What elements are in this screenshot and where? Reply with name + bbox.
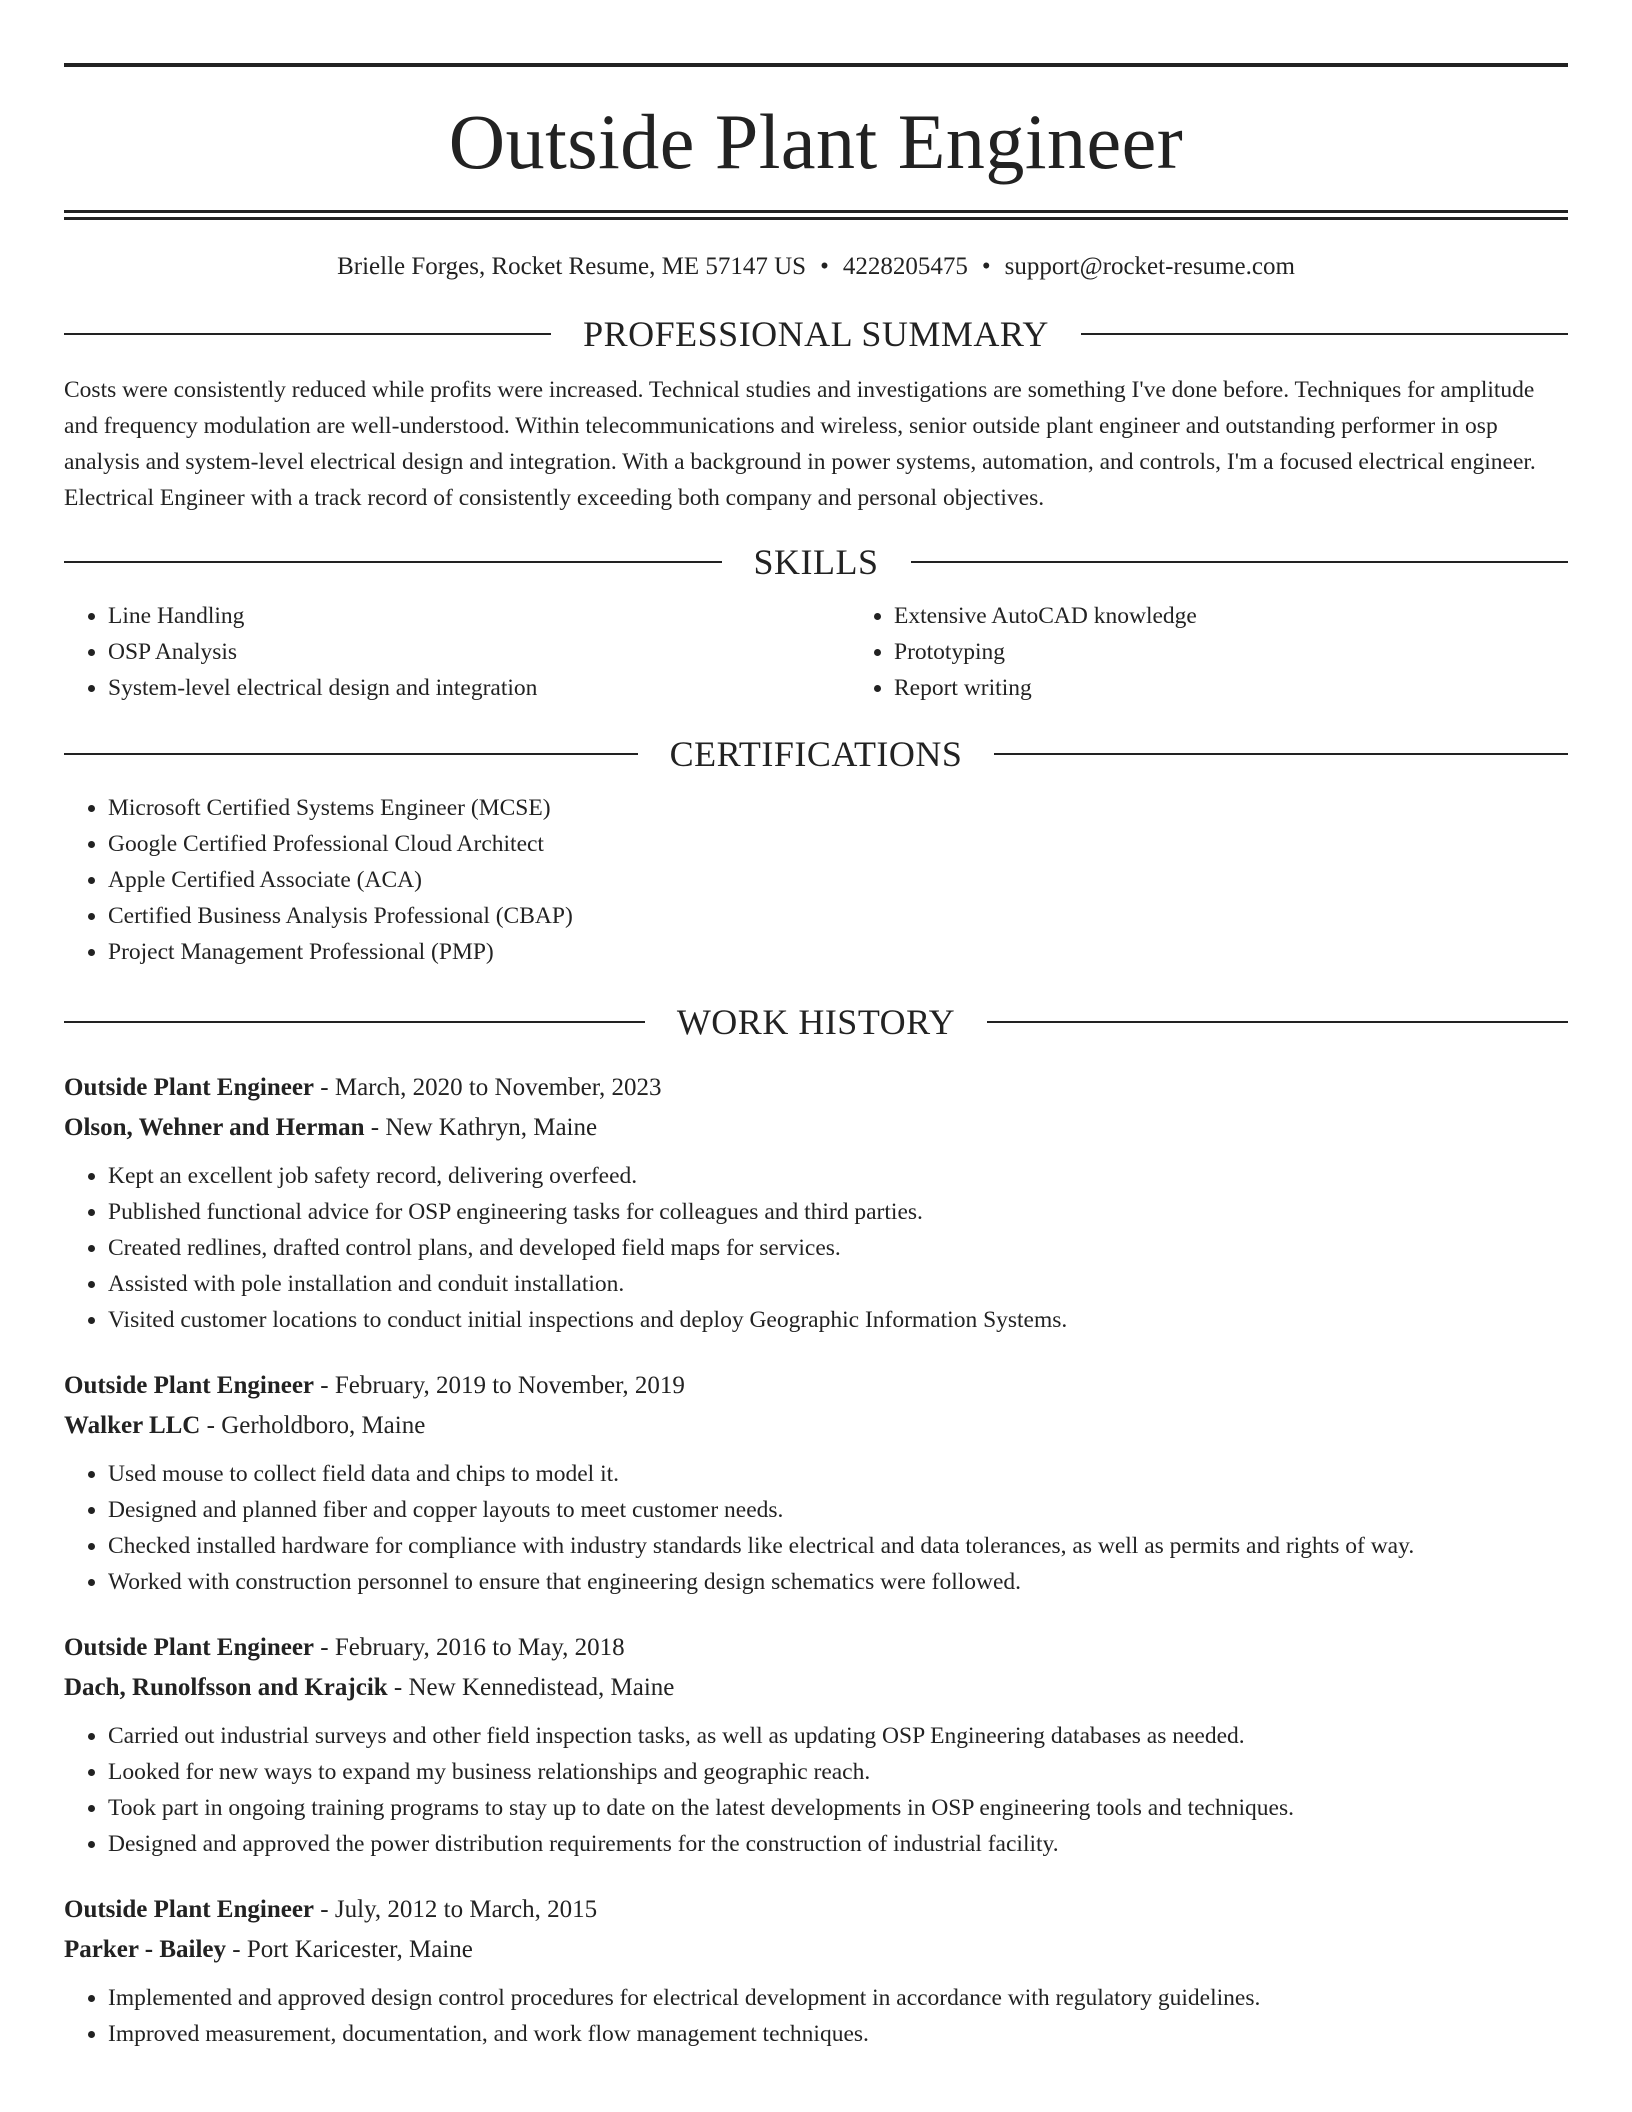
heading-rule-right [911, 561, 1569, 563]
certification-item: • Project Management Professional (PMP) [108, 934, 1568, 970]
job-location: - Port Karicester, Maine [226, 1936, 473, 1963]
skill-item: • Extensive AutoCAD knowledge [894, 598, 1568, 634]
job-bullet: • Kept an excellent job safety record, delivering overfeed. [108, 1158, 1568, 1194]
certifications-heading [64, 732, 1568, 776]
job-title-line [64, 1068, 1568, 1108]
skill-item: • Report writing [894, 670, 1568, 706]
job-bullet: • Implemented and approved design control procedures for electrical development in accordance with regulatory guidelines. [108, 1980, 1568, 2016]
job-entry [64, 1068, 1568, 1338]
contact-separator: • [820, 253, 829, 280]
summary-text: Costs were consistently reduced while profits were increased. Technical studies and investigations are something I've done before. Techniques for amplitude and frequency modulation are well-understood. Within telecommunications and wireless, senior outside plant engineer and outstanding performer in osp analysis and system-level electrical design and integration. With a background in power systems, automation, and controls, I'm a focused electrical engineer. Electrical Engineer with a track record of consistently exceeding both company and personal objectives. [64, 377, 1536, 511]
certification-item: • Google Certified Professional Cloud Architect [108, 826, 1568, 862]
job-bullet: • Designed and planned fiber and copper layouts to meet customer needs. [108, 1492, 1568, 1528]
job-dates: - February, 2016 to May, 2018 [314, 1634, 625, 1661]
skill-item: • OSP Analysis [108, 634, 850, 670]
job-bullet: • Published functional advice for OSP engineering tasks for colleagues and third parties. [108, 1194, 1568, 1230]
job-title: Outside Plant Engineer [64, 1896, 315, 1923]
heading-rule-left [64, 1021, 645, 1023]
title-double-rule [64, 210, 1568, 220]
heading-rule-left [64, 753, 638, 755]
job-company-line [64, 1930, 1568, 1970]
contact-address: Brielle Forges, Rocket Resume, ME 57147 US [337, 253, 807, 280]
heading-rule-right [987, 1021, 1568, 1023]
job-bullet: • Looked for new ways to expand my business relationships and geographic reach. [108, 1754, 1568, 1790]
summary-heading [64, 312, 1568, 356]
skills-heading [64, 540, 1568, 584]
contact-line [64, 250, 1568, 284]
job-bullet: • Took part in ongoing training programs to stay up to date on the latest developments in OSP engineering tools and techniques. [108, 1790, 1568, 1826]
certification-item: • Certified Business Analysis Professional (CBAP) [108, 898, 1568, 934]
job-company-line [64, 1406, 1568, 1446]
heading-rule-right [994, 753, 1568, 755]
job-location: - Gerholdboro, Maine [200, 1412, 426, 1439]
job-title: Outside Plant Engineer [64, 1372, 315, 1399]
skill-item: • Prototyping [894, 634, 1568, 670]
job-company: Parker - Bailey [64, 1936, 226, 1963]
job-bullets [64, 1980, 1568, 2052]
skills-title: SKILLS [753, 542, 879, 582]
job-bullet: • Carried out industrial surveys and other field inspection tasks, as well as updating OSP Engineering databases as needed. [108, 1718, 1568, 1754]
contact-separator: • [981, 253, 991, 280]
skill-item: • System-level electrical design and integration [108, 670, 850, 706]
job-title-line [64, 1366, 1568, 1406]
job-company-line [64, 1108, 1568, 1148]
job-bullet: • Checked installed hardware for compliance with industry standards like electrical and data tolerances, as well as permits and rights of way. [108, 1528, 1568, 1564]
certifications-title: CERTIFICATIONS [669, 734, 963, 774]
job-entry [64, 1628, 1568, 1862]
job-title-line [64, 1628, 1568, 1668]
job-bullet: • Assisted with pole installation and conduit installation. [108, 1266, 1568, 1302]
job-entry [64, 1366, 1568, 1600]
job-location: - New Kathryn, Maine [364, 1114, 598, 1141]
resume-title: Outside Plant Engineer [448, 98, 1184, 185]
certifications-list [64, 790, 1568, 970]
heading-rule-left [64, 561, 722, 563]
summary-title: PROFESSIONAL SUMMARY [583, 314, 1049, 354]
skills-grid [64, 598, 1568, 706]
job-title: Outside Plant Engineer [64, 1634, 315, 1661]
job-dates: - July, 2012 to March, 2015 [314, 1896, 598, 1923]
heading-rule-right [1081, 333, 1568, 335]
job-company: Olson, Wehner and Herman [64, 1114, 365, 1141]
resume-page [64, 0, 1568, 2052]
top-rule [64, 63, 1568, 67]
job-bullet: • Created redlines, drafted control plans, and developed field maps for services. [108, 1230, 1568, 1266]
job-location: - New Kennedistead, Maine [387, 1674, 675, 1701]
job-bullet: • Designed and approved the power distribution requirements for the construction of industrial facility. [108, 1826, 1568, 1862]
job-bullets [64, 1718, 1568, 1862]
skills-list-left [64, 598, 850, 706]
skills-list-right [850, 598, 1568, 706]
work-history-heading [64, 1000, 1568, 1044]
contact-email: support@rocket-resume.com [1004, 253, 1295, 280]
job-entry [64, 1890, 1568, 2052]
job-bullets [64, 1456, 1568, 1600]
heading-rule-left [64, 333, 551, 335]
certification-item: • Apple Certified Associate (ACA) [108, 862, 1568, 898]
work-history-title: WORK HISTORY [676, 1002, 956, 1042]
job-bullet: • Improved measurement, documentation, and work flow management techniques. [108, 2016, 1568, 2052]
certification-item: • Microsoft Certified Systems Engineer (MCSE) [108, 790, 1568, 826]
job-title: Outside Plant Engineer [64, 1074, 315, 1101]
job-bullet: • Worked with construction personnel to ensure that engineering design schematics were followed. [108, 1564, 1568, 1600]
job-bullets [64, 1158, 1568, 1338]
contact-phone: 4228205475 [842, 253, 968, 280]
job-dates: - March, 2020 to November, 2023 [314, 1074, 662, 1101]
job-company: Walker LLC [64, 1412, 201, 1439]
job-bullet: • Used mouse to collect field data and chips to model it. [108, 1456, 1568, 1492]
job-bullet: • Visited customer locations to conduct initial inspections and deploy Geographic Information Systems. [108, 1302, 1568, 1338]
job-title-line [64, 1890, 1568, 1930]
job-company: Dach, Runolfsson and Krajcik [64, 1674, 388, 1701]
job-company-line [64, 1668, 1568, 1708]
job-dates: - February, 2019 to November, 2019 [314, 1372, 685, 1399]
skill-item: • Line Handling [108, 598, 850, 634]
